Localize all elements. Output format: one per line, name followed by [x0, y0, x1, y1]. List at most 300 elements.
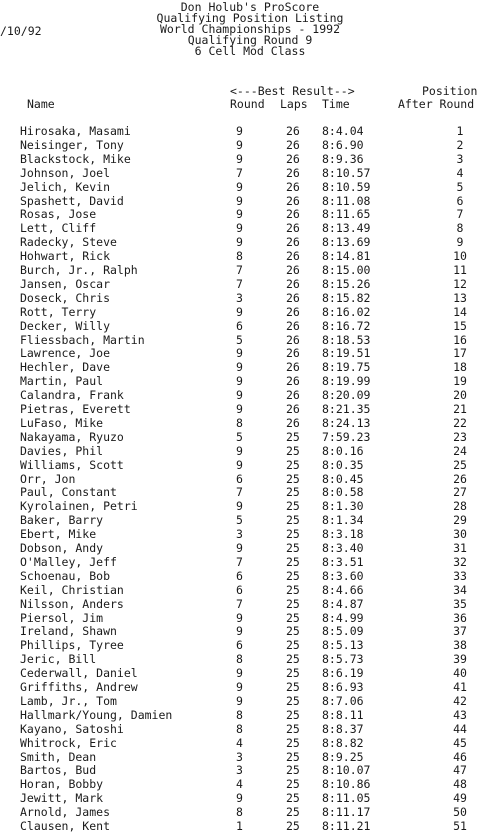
laps-cell: 26	[286, 193, 300, 208]
driver-name: Kayano, Satoshi	[20, 721, 124, 736]
laps-cell: 26	[286, 207, 300, 222]
table-row	[0, 305, 500, 319]
driver-name: Griffiths, Andrew	[20, 680, 138, 694]
driver-name: Phillips, Tyree	[20, 638, 124, 653]
driver-name: Nakayama, Ryuzo	[20, 429, 124, 444]
driver-name: Lamb, Jr., Tom	[20, 693, 117, 708]
time-cell: 8:15.26	[322, 276, 371, 291]
round-cell: 9	[236, 235, 243, 250]
driver-name: Baker, Barry	[20, 513, 104, 528]
round-cell: 9	[236, 388, 243, 403]
round-cell: 9	[236, 402, 243, 416]
round-cell: 9	[236, 207, 243, 222]
position-cell: 38	[453, 638, 467, 653]
position-cell: 19	[453, 374, 467, 389]
driver-name: Keil, Christian	[20, 582, 124, 597]
table-row	[0, 666, 500, 680]
driver-name: Rosas, Jose	[20, 207, 97, 222]
time-cell: 8:10.07	[322, 763, 371, 778]
position-cell: 9	[456, 235, 464, 250]
time-cell: 8:6.19	[322, 666, 364, 681]
laps-cell: 26	[286, 151, 300, 166]
table-row	[0, 249, 500, 263]
table-row	[0, 374, 500, 388]
round-cell: 5	[236, 332, 243, 347]
round-cell: 9	[236, 124, 243, 138]
time-cell: 8:13.49	[322, 221, 371, 236]
laps-cell: 26	[286, 165, 300, 180]
position-cell: 10	[453, 249, 467, 264]
table-row	[0, 207, 500, 221]
laps-cell: 25	[286, 763, 300, 778]
round-cell: 7	[236, 554, 243, 569]
position-heading: Position	[422, 84, 478, 98]
position-cell: 29	[453, 513, 467, 528]
time-cell: 8:3.18	[322, 527, 364, 542]
driver-name: Blackstock, Mike	[20, 151, 131, 166]
position-cell: 21	[453, 402, 467, 416]
round-cell: 1	[236, 819, 243, 833]
laps-cell: 25	[286, 791, 300, 806]
laps-cell: 26	[286, 332, 300, 347]
time-cell: 8:15.00	[322, 263, 371, 277]
position-cell: 26	[453, 471, 467, 486]
round-cell: 5	[236, 513, 243, 528]
position-cell: 43	[453, 707, 467, 722]
position-cell: 42	[453, 693, 467, 708]
round-cell: 6	[236, 638, 243, 653]
laps-cell: 26	[286, 374, 300, 389]
time-cell: 8:0.16	[322, 443, 364, 458]
laps-cell: 26	[286, 263, 300, 277]
table-row	[0, 444, 500, 458]
position-cell: 7	[456, 207, 464, 222]
round-cell: 8	[236, 805, 243, 820]
table-row	[0, 638, 500, 652]
table-row	[0, 124, 500, 138]
report-title-line-1: Don Holub's ProScore	[180, 0, 320, 14]
laps-cell: 26	[286, 179, 300, 194]
position-cell: 51	[453, 819, 467, 833]
position-cell: 49	[453, 791, 467, 806]
driver-name: Cederwall, Daniel	[20, 666, 138, 681]
position-cell: 32	[453, 554, 467, 569]
round-cell: 7	[236, 263, 243, 277]
time-cell: 8:14.81	[322, 249, 371, 264]
round-cell: 9	[236, 179, 243, 194]
position-cell: 1	[456, 124, 464, 138]
table-row	[0, 624, 500, 638]
time-cell: 8:7.06	[322, 693, 364, 708]
driver-name: Smith, Dean	[20, 749, 97, 764]
round-column-header: Round	[230, 97, 265, 111]
table-row	[0, 388, 500, 402]
time-cell: 8:0.45	[322, 471, 364, 486]
table-row	[0, 791, 500, 805]
time-cell: 8:19.99	[322, 374, 371, 389]
laps-cell: 25	[286, 527, 300, 542]
driver-name: Jeric, Bill	[20, 652, 97, 667]
time-cell: 8:11.05	[322, 791, 371, 806]
time-cell: 8:10.57	[322, 165, 371, 180]
round-cell: 9	[236, 791, 243, 806]
driver-name: Burch, Jr., Ralph	[20, 263, 138, 277]
laps-cell: 25	[286, 443, 300, 458]
driver-name: Lawrence, Joe	[20, 346, 111, 361]
time-cell: 8:11.21	[322, 819, 371, 833]
round-cell: 9	[236, 610, 243, 625]
driver-name: Martin, Paul	[20, 374, 104, 389]
time-cell: 8:4.04	[322, 124, 364, 138]
round-cell: 6	[236, 318, 243, 333]
table-row	[0, 736, 500, 750]
round-cell: 9	[236, 137, 243, 152]
driver-name: Doseck, Chris	[20, 290, 111, 305]
laps-cell: 26	[286, 318, 300, 333]
position-cell: 4	[456, 165, 464, 180]
laps-cell: 25	[286, 777, 300, 792]
time-cell: 8:9.25	[322, 749, 364, 764]
time-cell: 8:19.75	[322, 360, 371, 375]
laps-cell: 25	[286, 735, 300, 750]
round-cell: 8	[236, 721, 243, 736]
laps-cell: 26	[286, 290, 300, 305]
table-row	[0, 221, 500, 235]
laps-cell: 25	[286, 457, 300, 472]
position-cell: 34	[453, 582, 467, 597]
driver-name: Schoenau, Bob	[20, 568, 111, 583]
table-row	[0, 166, 500, 180]
round-cell: 9	[236, 457, 243, 472]
laps-cell: 25	[286, 582, 300, 597]
position-cell: 24	[453, 443, 467, 458]
laps-cell: 25	[286, 499, 300, 514]
position-cell: 13	[453, 290, 467, 305]
driver-name: Arnold, James	[20, 805, 111, 820]
laps-cell: 25	[286, 819, 300, 833]
table-row	[0, 291, 500, 305]
laps-cell: 26	[286, 137, 300, 152]
time-cell: 8:0.35	[322, 457, 364, 472]
report-title-line-4: Qualifying Round 9	[187, 33, 313, 47]
driver-name: Ebert, Mike	[20, 527, 97, 542]
round-cell: 3	[236, 290, 243, 305]
time-cell: 8:3.51	[322, 554, 364, 569]
time-column-header: Time	[322, 97, 350, 111]
round-cell: 6	[236, 471, 243, 486]
time-cell: 8:18.53	[322, 332, 371, 347]
table-row	[0, 819, 500, 833]
time-cell: 8:4.66	[322, 582, 364, 597]
table-row	[0, 458, 500, 472]
driver-name: Rott, Terry	[20, 304, 97, 319]
table-row	[0, 499, 500, 513]
laps-cell: 25	[286, 596, 300, 611]
position-cell: 44	[453, 721, 467, 736]
time-cell: 8:10.86	[322, 777, 371, 792]
laps-cell: 26	[286, 402, 300, 416]
position-cell: 6	[456, 193, 464, 208]
laps-cell: 25	[286, 610, 300, 625]
time-cell: 8:11.08	[322, 193, 371, 208]
driver-name: Kyrolainen, Petri	[20, 499, 138, 514]
position-cell: 15	[453, 318, 467, 333]
driver-name: Jansen, Oscar	[20, 276, 111, 291]
laps-cell: 25	[286, 554, 300, 569]
driver-name: Johnson, Joel	[20, 165, 111, 180]
position-cell: 45	[453, 735, 467, 750]
driver-name: Spashett, David	[20, 193, 124, 208]
table-row	[0, 194, 500, 208]
round-cell: 7	[236, 276, 243, 291]
round-cell: 9	[236, 680, 243, 694]
laps-cell: 26	[286, 388, 300, 403]
round-cell: 6	[236, 568, 243, 583]
round-cell: 9	[236, 443, 243, 458]
position-cell: 37	[453, 624, 467, 639]
position-cell: 47	[453, 763, 467, 778]
round-cell: 9	[236, 346, 243, 361]
time-cell: 8:4.99	[322, 610, 364, 625]
time-cell: 8:11.17	[322, 805, 371, 820]
report-title-line-3: World Championships - 1992	[159, 22, 340, 36]
round-cell: 6	[236, 582, 243, 597]
time-cell: 8:5.13	[322, 638, 364, 653]
time-cell: 8:11.65	[322, 207, 371, 222]
round-cell: 9	[236, 374, 243, 389]
table-row	[0, 360, 500, 374]
laps-cell: 25	[286, 485, 300, 500]
time-cell: 8:15.82	[322, 290, 371, 305]
position-cell: 31	[453, 541, 467, 555]
round-cell: 8	[236, 707, 243, 722]
round-cell: 9	[236, 693, 243, 708]
time-cell: 8:4.87	[322, 596, 364, 611]
laps-cell: 25	[286, 429, 300, 444]
table-row	[0, 152, 500, 166]
driver-name: O'Malley, Jeff	[20, 554, 117, 569]
report-title-line-5: 6 Cell Mod Class	[194, 44, 306, 58]
time-cell: 8:8.82	[322, 735, 364, 750]
round-cell: 9	[236, 624, 243, 639]
time-cell: 8:5.09	[322, 624, 364, 639]
name-column-header: Name	[27, 97, 55, 111]
round-cell: 8	[236, 652, 243, 667]
position-cell: 46	[453, 749, 467, 764]
time-cell: 8:19.51	[322, 346, 371, 361]
laps-cell: 25	[286, 693, 300, 708]
driver-name: Clausen, Kent	[20, 819, 111, 833]
laps-cell: 25	[286, 638, 300, 653]
laps-cell: 25	[286, 749, 300, 764]
position-cell: 14	[453, 304, 467, 319]
table-row	[0, 777, 500, 791]
driver-name: LuFaso, Mike	[20, 415, 104, 430]
position-cell: 36	[453, 610, 467, 625]
best-result-heading: <---Best Result-->	[230, 84, 355, 98]
report-title-line-2: Qualifying Position Listing	[156, 11, 344, 25]
time-cell: 8:8.11	[322, 707, 364, 722]
table-row	[0, 277, 500, 291]
report-date: /10/92	[0, 24, 42, 38]
round-cell: 9	[236, 304, 243, 319]
round-cell: 3	[236, 749, 243, 764]
table-row	[0, 138, 500, 152]
round-cell: 9	[236, 360, 243, 375]
round-cell: 3	[236, 527, 243, 542]
after-round-column-header: After Round	[398, 97, 475, 111]
round-cell: 5	[236, 429, 243, 444]
laps-cell: 26	[286, 304, 300, 319]
position-cell: 30	[453, 527, 467, 542]
table-row	[0, 541, 500, 555]
driver-name: Lett, Cliff	[20, 221, 97, 236]
round-cell: 3	[236, 763, 243, 778]
laps-cell: 26	[286, 124, 300, 138]
time-cell: 8:16.72	[322, 318, 371, 333]
time-cell: 8:3.60	[322, 568, 364, 583]
time-cell: 8:8.37	[322, 721, 364, 736]
position-cell: 25	[453, 457, 467, 472]
position-cell: 2	[456, 137, 464, 152]
laps-cell: 26	[286, 415, 300, 430]
table-row	[0, 708, 500, 722]
laps-cell: 25	[286, 513, 300, 528]
position-cell: 28	[453, 499, 467, 514]
laps-cell: 25	[286, 541, 300, 555]
driver-name: Hirosaka, Masami	[20, 124, 131, 138]
laps-cell: 25	[286, 568, 300, 583]
driver-name: Dobson, Andy	[20, 541, 104, 555]
time-cell: 8:21.35	[322, 402, 371, 416]
round-cell: 8	[236, 249, 243, 264]
table-row	[0, 263, 500, 277]
table-row	[0, 513, 500, 527]
table-row	[0, 485, 500, 499]
time-cell: 8:9.36	[322, 151, 364, 166]
laps-cell: 26	[286, 276, 300, 291]
driver-name: Davies, Phil	[20, 443, 104, 458]
laps-cell: 25	[286, 680, 300, 694]
table-row	[0, 805, 500, 819]
round-cell: 7	[236, 596, 243, 611]
driver-name: Orr, Jon	[20, 471, 76, 486]
round-cell: 7	[236, 485, 243, 500]
table-row	[0, 555, 500, 569]
driver-name: Piersol, Jim	[20, 610, 104, 625]
round-cell: 4	[236, 777, 243, 792]
laps-cell: 25	[286, 805, 300, 820]
position-cell: 3	[456, 151, 464, 166]
position-cell: 11	[453, 263, 467, 277]
driver-name: Fliessbach, Martin	[20, 332, 145, 347]
position-cell: 35	[453, 596, 467, 611]
position-cell: 50	[453, 805, 467, 820]
laps-cell: 26	[286, 360, 300, 375]
position-cell: 8	[456, 221, 464, 236]
driver-name: Nilsson, Anders	[20, 596, 124, 611]
driver-name: Horan, Bobby	[20, 777, 104, 792]
position-cell: 23	[453, 429, 467, 444]
laps-cell: 26	[286, 221, 300, 236]
table-row	[0, 680, 500, 694]
round-cell: 8	[236, 415, 243, 430]
laps-cell: 26	[286, 249, 300, 264]
table-row	[0, 763, 500, 777]
driver-name: Whitrock, Eric	[20, 735, 117, 750]
table-row	[0, 611, 500, 625]
table-row	[0, 694, 500, 708]
driver-name: Radecky, Steve	[20, 235, 117, 250]
driver-name: Jewitt, Mark	[20, 791, 104, 806]
time-cell: 8:1.30	[322, 499, 364, 514]
position-cell: 22	[453, 415, 467, 430]
driver-name: Hechler, Dave	[20, 360, 111, 375]
laps-cell: 25	[286, 721, 300, 736]
position-cell: 18	[453, 360, 467, 375]
round-cell: 9	[236, 193, 243, 208]
driver-name: Calandra, Frank	[20, 388, 124, 403]
position-cell: 27	[453, 485, 467, 500]
position-cell: 48	[453, 777, 467, 792]
table-row	[0, 402, 500, 416]
table-row	[0, 235, 500, 249]
driver-name: Decker, Willy	[20, 318, 111, 333]
laps-cell: 26	[286, 235, 300, 250]
table-row	[0, 346, 500, 360]
driver-name: Neisinger, Tony	[20, 137, 124, 152]
round-cell: 4	[236, 735, 243, 750]
time-cell: 7:59.23	[322, 429, 371, 444]
time-cell: 8:16.02	[322, 304, 371, 319]
time-cell: 8:3.40	[322, 541, 364, 555]
position-cell: 12	[453, 276, 467, 291]
driver-name: Ireland, Shawn	[20, 624, 117, 639]
time-cell: 8:5.73	[322, 652, 364, 667]
round-cell: 9	[236, 541, 243, 555]
table-row	[0, 180, 500, 194]
driver-name: Pietras, Everett	[20, 402, 131, 416]
table-row	[0, 527, 500, 541]
driver-name: Jelich, Kevin	[20, 179, 111, 194]
time-cell: 8:10.59	[322, 179, 371, 194]
round-cell: 7	[236, 165, 243, 180]
position-cell: 20	[453, 388, 467, 403]
table-row	[0, 430, 500, 444]
time-cell: 8:20.09	[322, 388, 371, 403]
position-cell: 16	[453, 332, 467, 347]
round-cell: 9	[236, 499, 243, 514]
round-cell: 9	[236, 221, 243, 236]
table-row	[0, 722, 500, 736]
table-row	[0, 652, 500, 666]
table-row	[0, 583, 500, 597]
time-cell: 8:13.69	[322, 235, 371, 250]
laps-cell: 25	[286, 652, 300, 667]
laps-cell: 26	[286, 346, 300, 361]
position-cell: 33	[453, 568, 467, 583]
driver-name: Hallmark/Young, Damien	[20, 707, 173, 722]
time-cell: 8:6.90	[322, 137, 364, 152]
table-row	[0, 750, 500, 764]
round-cell: 9	[236, 666, 243, 681]
position-cell: 40	[453, 666, 467, 681]
driver-name: Hohwart, Rick	[20, 249, 111, 264]
time-cell: 8:1.34	[322, 513, 364, 528]
driver-name: Bartos, Bud	[20, 763, 97, 778]
position-cell: 41	[453, 680, 467, 694]
table-row	[0, 416, 500, 430]
